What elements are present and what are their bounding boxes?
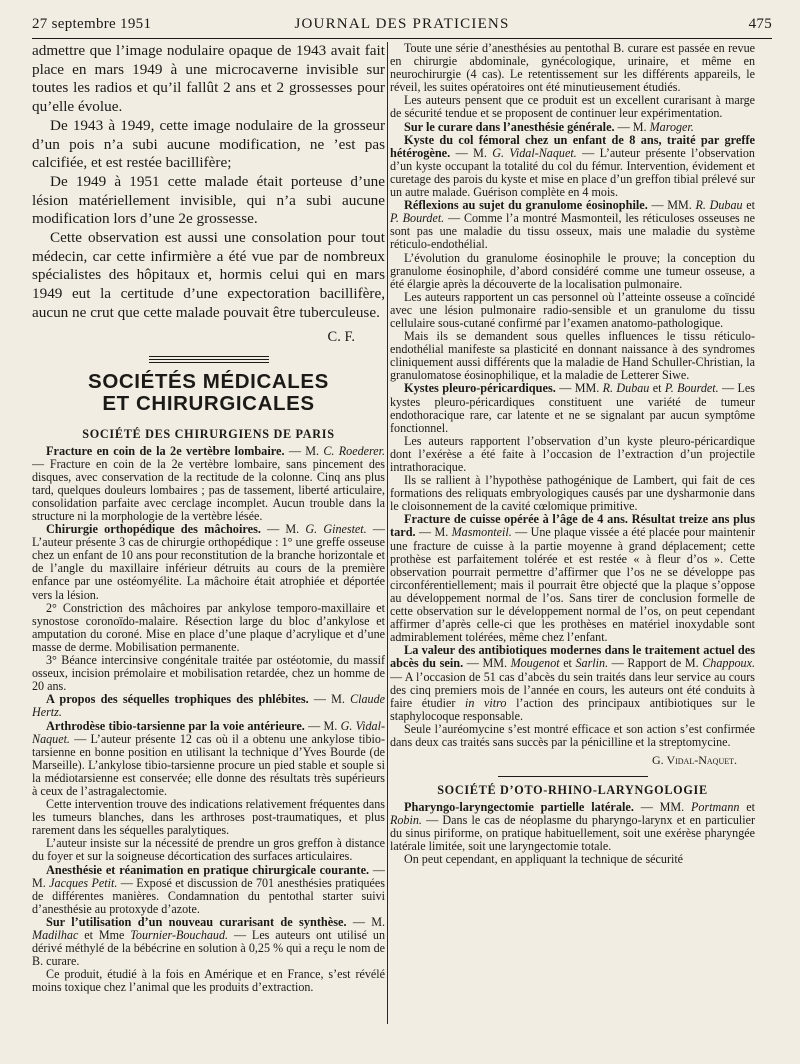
abstract-paragraph: L’évolution du granulome éosinophile le prouve; la conception du granulome éosinophile, d’abord considéré comme une tumeur osseuse, a été élargie après la découverte de la localisation pulmonaire.: [390, 250, 755, 291]
abstract-kyste-col: [390, 134, 755, 199]
abstract-author: R. Dubau: [695, 198, 743, 213]
abstract-sep: — M.: [260, 522, 306, 537]
abstract-text: — A l’occasion de 51 cas d’abcès du sein traités dans leur service au cours des cinq premiers mois de l’année en cours, les auteurs ont été conduits à faire étudier: [390, 669, 755, 710]
column-divider: [387, 42, 388, 1024]
abstract-fracture-cuisse: [390, 513, 755, 644]
abstract-paragraph: Ils se rallient à l’hypothèse pathogénique de Lambert, qui fait de ces formations des reliquats embryologiques causés par une dysharmonie dans le cloisonnement de la cavité cœlomique primitive.: [390, 473, 755, 514]
abstract-latin: in vitro: [465, 695, 507, 710]
abstract-title: Sur l’utilisation d’un nouveau curarisant de synthèse.: [46, 914, 347, 929]
section-title-line2: ET CHIRURGICALES: [102, 391, 315, 415]
running-header: [32, 12, 772, 36]
abstract-sep: — M.: [284, 443, 324, 458]
abstract-text: — Les kystes pleuro-péricardiques constituent une variété de tumeur endothoracique rare, car latente et ne se signalant par aucun symptôme fonctionnel.: [390, 381, 755, 435]
abstract-paragraph: 2° Constriction des mâchoires par ankylose temporo-maxillaire et synostose coronoïdo-malaire. Résection large du bloc d’ankylose et amputation du coroné. Mise en place d’une plaque d’acrylique et d’une masse de derme. Mobilisation permanente.: [32, 600, 385, 654]
abstract-author: Claude Hertz.: [32, 692, 385, 720]
society-heading: SOCIÉTÉ D’OTO-RHINO-LARYNGOLOGIE: [437, 783, 708, 798]
abstract-sep: — M.: [346, 914, 385, 929]
header-journal-title: JOURNAL DES PRATICIENS: [294, 16, 510, 32]
abstract-chirurgie: [32, 523, 385, 602]
abstract-author: P. Bourdet.: [390, 211, 445, 226]
abstract-text: — Exposé et discussion de 701 anesthésies pratiquées de différentes manières. Condamnation du pentothal starter suivi d’anesthésie au protoxyde d’azote.: [32, 875, 385, 916]
right-column: [390, 42, 755, 1056]
header-rule: [32, 38, 772, 39]
abstract-author: G. Vidal-Naquet.: [492, 145, 577, 160]
abstract-and: et: [739, 800, 755, 815]
abstract-paragraph: Ce produit, étudié à la fois en Amérique et en France, s’est révélé moins toxique chez l’animal que les produits d’extraction.: [32, 967, 385, 995]
abstract-title: Chirurgie orthopédique des mâchoires.: [46, 522, 261, 537]
lead-signature: C. F.: [327, 328, 355, 345]
section-title-line1: SOCIÉTÉS MÉDICALES: [88, 369, 329, 393]
abstract-and: et Mme: [78, 928, 131, 943]
abstract-and: et: [742, 198, 755, 213]
abstract-author: G. Vidal-Naquet.: [32, 718, 385, 746]
abstract-paragraph: Seule l’auréomycine s’est montré efficace et son action s’est confirmée dans deux cas traités sans succès par la pénicilline et la streptomycine.: [390, 721, 755, 749]
abstract-text: — Rapport de M.: [608, 656, 703, 671]
abstract-curarisant: [32, 916, 385, 968]
abstract-author: Jacques Petit.: [49, 875, 118, 890]
abstract-text: — L’auteur présente 3 cas de chirurgie orthopédique : 1° une greffe osseuse chez un enfant de 10 ans pour reconstitution de la branche horizontale et de l’angle du maxillaire inférieur détruits au cours de la première enfance par une ostéomyélite. La mâchoire était atrophiée et déportée vers la lésion.: [32, 522, 385, 602]
left-column: [32, 42, 385, 1056]
abstract-sep: — MM.: [463, 656, 511, 671]
abstract-paragraph: Cette intervention trouve des indications relativement fréquentes dans les tumeurs blanches, dans les arthroses post-traumatiques, et plus rarement dans les séquelles paralytiques.: [32, 797, 385, 838]
society-heading: SOCIÉTÉ DES CHIRURGIENS DE PARIS: [82, 426, 335, 441]
abstract-title: Fracture en coin de la 2e vertèbre lombaire.: [46, 443, 285, 458]
abstract-sep: — MM.: [647, 198, 696, 213]
abstract-paragraph: On peut cependant, en appliquant la technique de sécurité: [404, 852, 684, 867]
abstract-anesthesie: [32, 864, 385, 916]
abstract-author: C. Roederer.: [323, 443, 385, 458]
abstract-sep: — M.: [304, 718, 341, 733]
lead-paragraph: Cette observation est aussi une consolation pour tout médecin, car cette infirmière a été vue par de nombreux spécialistes des hôpitaux et, hormis celui qui en mars 1949 eut la certitude d’une expectoration bacillifère, aucun ne crut que cette malade pouvait être tuberculeuse.: [32, 229, 385, 321]
abstract-sep: — M.: [614, 119, 650, 134]
section-ornament: [149, 356, 269, 363]
abstract-title: A propos des séquelles trophiques des phlébites.: [46, 692, 309, 707]
abstract-granulome: [390, 199, 755, 251]
abstract-antibiotiques: [390, 644, 755, 723]
abstract-and: et: [559, 656, 576, 671]
abstract-sep: — M.: [32, 862, 385, 890]
lead-article-end: [32, 42, 385, 346]
abstract-sequelles: [32, 693, 385, 719]
abstract-title: Kystes pleuro-péricardiques.: [404, 381, 556, 396]
abstract-arthrodese: [32, 720, 385, 799]
abstract-title: La valeur des antibiotiques modernes dans le traitement actuel des abcès du sein.: [390, 643, 755, 671]
abstract-author: Masmonteil.: [451, 525, 512, 540]
abstract-sep: — M.: [308, 692, 351, 707]
abstract-text: — L’auteur présente 12 cas où il a obtenu une ankylose tibio-tarsienne en bonne position en utilisant la technique d’Yves Bourde (de Marseille). L’ankylose tibio-tarsienne procure un pied stable et souple si la médiotarsienne est conservée; elle donne des résultats très supérieurs à ceux de l’astragalectomie.: [32, 731, 385, 798]
section-rule: [498, 776, 648, 777]
abstract-text: — Les auteurs ont utilisé un dérivé méthylé de la bébécrine en solution à 0,25 % qui a reçu le nom de B. curare.: [32, 928, 385, 969]
abstract-text: — L’auteur présente l’observation d’un kyste occupant la totalité du col du fémur. Intervention, évidement et curetage des parois du kyste et mise en place d’un greffon tibial prélevé sur un autre malade. Guérison complète en 4 mois.: [390, 145, 755, 200]
abstract-and: et: [649, 381, 665, 396]
abstract-author: Madilhac: [32, 928, 79, 943]
abstract-fracture: [32, 445, 385, 524]
abstract-text: — Dans le cas de néoplasme du pharyngo-larynx et en particulier du sinus piriforme, on pratique habituellement, soit une exérèse pharyngée latérale limitée, soit une laryngectomie totale.: [390, 813, 755, 854]
abstract-sep: — M.: [450, 145, 493, 160]
abstract-title: Anesthésie et réanimation en pratique chirurgicale courante.: [46, 862, 370, 877]
abstract-author: G. Ginestet.: [305, 522, 367, 537]
abstract-author: Chappoux.: [702, 656, 755, 671]
abstract-title: Réflexions au sujet du granulome éosinophile.: [404, 198, 648, 213]
abstract-paragraph: Les auteurs rapportent l’observation d’un kyste pleuro-péricardique dont l’exérèse a été faite à l’occasion de l’extraction d’un projectile intrathoracique.: [390, 433, 755, 474]
abstract-kystes-pleuro: [390, 382, 755, 434]
abstract-title: Arthrodèse tibio-tarsienne par la voie antérieure.: [46, 718, 305, 733]
abstract-text: l’action des principaux antibiotiques sur le staphylocoque responsable.: [390, 695, 755, 723]
section-signature: G. Vidal-Naquet.: [652, 753, 737, 768]
abstract-title: Pharyngo-laryngectomie partielle latérale.: [404, 800, 634, 815]
abstract-author: Portmann: [691, 800, 740, 815]
abstract-author: Sarlin.: [575, 656, 609, 671]
abstract-sep: — M.: [415, 525, 452, 540]
abstract-author: R. Dubau: [602, 381, 650, 396]
abstract-author: Mougenot: [510, 656, 560, 671]
abstract-text: — Une plaque vissée a été placée pour maintenir une fracture de cuisse à la partie moyenne à grand déplacement; cette prothèse est parfaitement tolérée et est restée « à fleur d’os ». Cette observation pourrait permettre d’affirmer que l’os ne se développe pas circonférentiellement; mais il pourrait être objecté que la plaque s’oppose au développement normal de l’os. Sans tirer de conclusion formelle de cette observation sur le développement normal de l’os, on peut cependant affirmer d’après celle-ci que les prothèses en matériel inoxydable sont admirablement tolérées, même chez l’enfant.: [390, 525, 755, 645]
lead-paragraph: De 1943 à 1949, cette image nodulaire de la grosseur d’un pois n’a subi aucune modification, ne ’est pas calcifiée, et est restée bacillifère;: [32, 116, 385, 172]
header-date: 27 septembre 1951: [32, 16, 152, 32]
abstract-paragraph: Les auteurs rapportent un cas personnel où l’atteinte osseuse a coïncidé avec une lésion pulmonaire radio-sensible et un granulome du tissu cellulaire sous-cutané confirmé par l’examen anatomo-pathologique.: [390, 289, 755, 330]
abstract-paragraph: L’auteur insiste sur la nécessité de prendre un gros greffon à distance du foyer et sur la soigneuse décortication des surfaces articulaires.: [32, 836, 385, 864]
abstract-paragraph: Mais ils se demandent sous quelles influences le tissu réticulo-endothélial manifeste sa plasticité en donnant naissance à des syndromes cliniquement aussi différents que la maladie de Hand Schuller-Christian, la granulomatose éosinophilique, et la maladie de Letterer Siwe.: [390, 329, 755, 383]
abstract-author: Robin.: [390, 813, 422, 828]
lead-paragraph: De 1949 à 1951 cette malade était porteuse d’une lésion matériellement invisible, qui n’a subi aucune modification lors d’une 2e grossesse.: [32, 172, 385, 228]
abstract-sep: — MM.: [633, 800, 692, 815]
abstract-pharyngo: [390, 801, 755, 853]
continued-paragraph: Les auteurs pensent que ce produit est un excellent curarisant à marge de sécurité tendue et se proposent de continuer leur expérimentation.: [390, 93, 755, 121]
section-title: [32, 371, 385, 415]
abstract-author: Tournier-Bouchaud.: [130, 928, 229, 943]
header-page-number: 475: [748, 16, 772, 32]
abstract-sep: — MM.: [555, 381, 603, 396]
abstract-paragraph: 3° Béance intercinsive congénitale traitée par ostéotomie, du massif osseux, incision prémolaire et mobilisation retardée, chez un homme de 20 ans.: [32, 653, 385, 694]
abstract-author: P. Bourdet.: [664, 381, 719, 396]
abstract-text: — Comme l’a montré Masmonteil, les réticuloses osseuses ne sont pas une maladie du tissu osseux, mais une maladie du système réticulo-endothélial.: [390, 211, 755, 252]
abstract-title: Sur le curare dans l’anesthésie générale.: [404, 119, 615, 134]
lead-paragraph: admettre que l’image nodulaire opaque de 1943 avait fait place en mars 1949 à une microcaverne invisible sur toutes les radios et qu’il fallût 2 ans et 2 grossesses pour qu’elle évolue.: [32, 42, 385, 116]
continued-paragraph: Toute une série d’anesthésies au pentothal B. curare est passée en revue en chirurgie abdominale, gynécologique, urinaire, et même en neurochirurgie (4 cas). Le retentissement sur les différents appareils, le réveil, les suites opératoires ont été minutieusement étudiés.: [390, 42, 755, 95]
abstract-title: Fracture de cuisse opérée à l’âge de 4 ans. Résultat treize ans plus tard.: [390, 512, 755, 540]
abstract-author: Maroger.: [649, 119, 694, 134]
abstract-text: — Fracture en coin de la 2e vertèbre lombaire, sans pincement des disques, avec conservation de la rectitude de la colonne. Cinq ans plus tard, quelques douleurs lombaires ; pas de tassement, liberté articulaire, consolidation parfaite avec cerclage incomplet. Aucun trouble dans la structure ni la morphologie de la vertèbre lésée.: [32, 456, 385, 524]
abstract-title: Kyste du col fémoral chez un enfant de 8 ans, traité par greffe hétérogène.: [390, 132, 755, 160]
